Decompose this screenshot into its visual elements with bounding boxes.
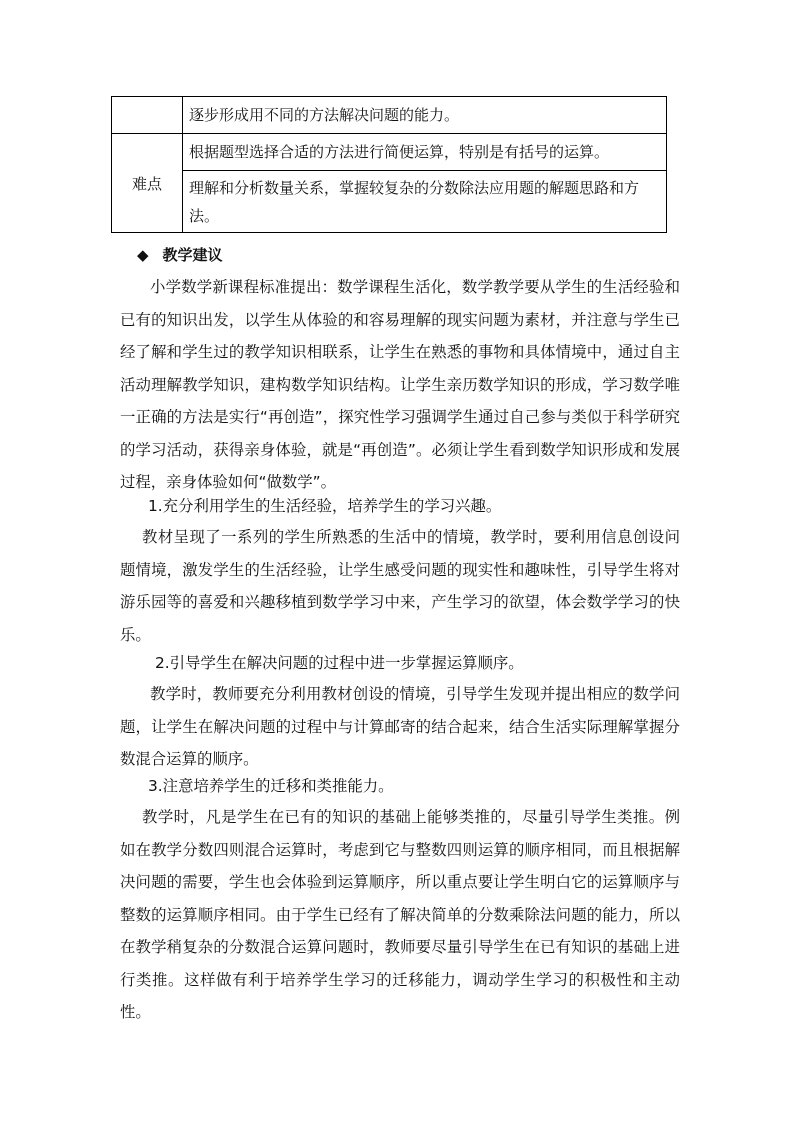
objectives-table (111, 96, 667, 233)
section-heading (137, 243, 223, 267)
diamond-bullet-icon: ◆ (137, 246, 149, 264)
table-cell-content: 逐步形成用不同的方法解决问题的能力。 (183, 97, 667, 134)
subsection-body-3: 教学时，凡是学生在已有的知识的基础上能够类推的，尽量引导学生类推。例如在教学分数四则混合运算时，考虑到它与整数四则运算的顺序相同，而且根据解决问题的需要，学生也会体验到运算顺序，所以重点要让学生明白它的运算顺序与整数的运算顺序相同。由于学生已经有了解决简单的分数乘除法问题的能力，所以在教学稍复杂的分数混合运算问题时，教师要尽量引导学生在已有知识的基础上进行类推。这样做有利于培养学生学习的迁移能力，调动学生学习的积极性和主动性。 (120, 808, 680, 1021)
difficulty-label: 难点 (112, 134, 183, 233)
section-title: 教学建议 (162, 246, 223, 264)
subsection-title-1: 1.充分利用学生的生活经验，培养学生的学习兴趣。 (148, 497, 502, 515)
difficulty-item-2: 理解和分析数量关系，掌握较复杂的分数除法应用题的解题思路和方法。 (183, 171, 667, 233)
subsection-title-3: 3.注意培养学生的迁移和类推能力。 (148, 777, 394, 795)
subsection-title-2: 2.引导学生在解决问题的过程中进一步掌握运算顺序。 (155, 654, 524, 672)
intro-paragraph: 小学数学新课程标准提出：数学课程生活化，数学教学要从学生的生活经验和已有的知识出发，以学生从体验的和容易理解的现实问题为素材，并注意与学生已经了解和学生过的教学知识相联系，让学生在熟悉的事物和具体情境中，通过自主活动理解教学知识，建构数学知识结构。让学生亲历数学知识的形成，学习数学唯一正确的方法是实行“再创造”，探究性学习强调学生通过自己参与类似于科学研究的学习活动，获得亲身体验，就是“再创造”。必须让学生看到数学知识形成和发展过程，亲身体验如何“做数学”。 (120, 278, 680, 491)
table-row (112, 97, 667, 134)
table-row (112, 171, 667, 233)
table-cell-label (112, 97, 183, 134)
subsection-body-2: 教学时，教师要充分利用教材创设的情境，引导学生发现并提出相应的数学问题，让学生在解决问题的过程中与计算邮寄的结合起来，结合生活实际理解掌握分数混合运算的顺序。 (120, 685, 680, 768)
difficulty-item-1: 根据题型选择合适的方法进行简便运算，特别是有括号的运算。 (183, 134, 667, 171)
table-row (112, 134, 667, 171)
subsection-body-1: 教材呈现了一系列的学生所熟悉的生活中的情境，教学时，要利用信息创设问题情境，激发学生的生活经验，让学生感受问题的现实性和趣味性，引导学生将对游乐园等的喜爱和兴趣移植到数学学习中来，产生学习的欲望，体会数学学习的快乐。 (120, 528, 680, 644)
